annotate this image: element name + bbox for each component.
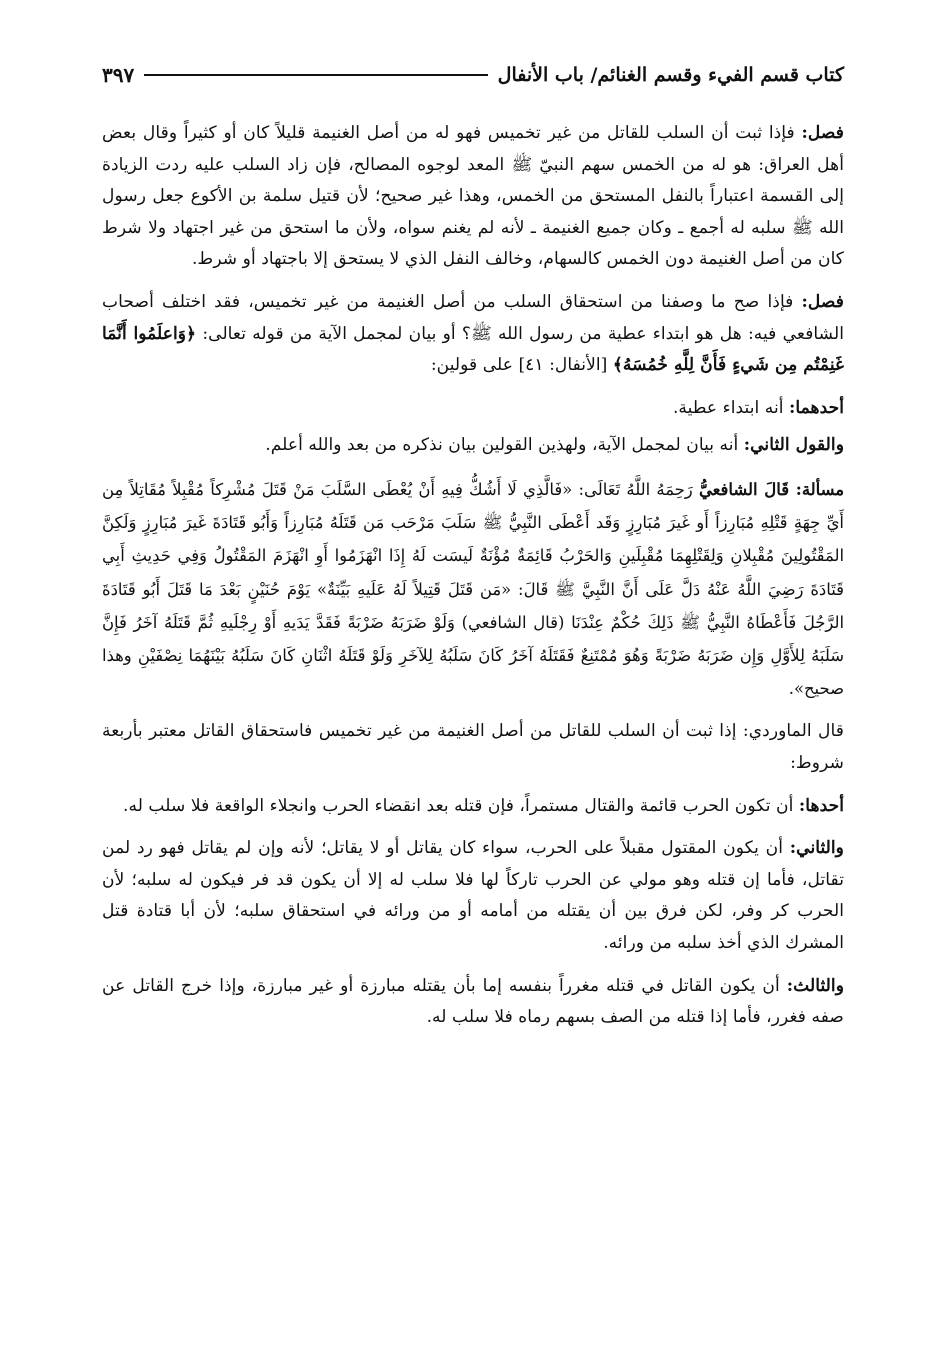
paragraph-condition-3 bbox=[102, 971, 844, 1034]
paragraph-first-opinion bbox=[102, 393, 844, 425]
page-body bbox=[102, 118, 844, 1034]
paragraph-text: رَحِمَهُ اللَّهُ تَعَالَى: «فَالَّذِي لَا أَشُكُّ فِيهِ أَنْ يُعْطَى السَّلَبَ مَنْ قَتَلَ مُشْرِكاً مُقْبِلاً مُقَاتِلاً مِن أَيِّ جِهَةٍ قَتْلِهِ مُبَارِزاً أَو غَيرَ مُبَارِزٍ وَقَد أَعْطَى النَّبِيُّ ﷺ سَلَبَ مَرْحَب مَن قَتَلَهُ مُبَارِزاً وَأَبُو قَتَادَةَ غَيرَ مُبَارِزٍ وَلَكِنَّ المَقْتُولِينَ مُقْبِلانِ وَلِقَتْلِهِمَا مُقْبِلَينِ وَالحَرْبُ قَائِمَةٌ مُؤْنَةٌ لَيسَت لَهُ إِذَا انْهَزَمُوا أَوِ انْهَزَمَ المَقْتُولُ وَفِي حَدِيثِ أَبِي قَتَادَةَ رَضِيَ اللَّهُ عَنْهُ دَلَّ عَلَى أَنَّ النَّبِيَّ ﷺ قَالَ: «مَن قَتَلَ قَتِيلاً لَهُ عَلَيهِ بَيِّنَةٌ» يَوْمَ حُنَيْنٍ بَعْدَ مَا قَتَلَ أَبُو قَتَادَةَ الرَّجُلَ فَأَعْطَاهُ النَّبِيُّ ﷺ ذَلِكَ حُكْمٌ عِنْدَنَا (قال الشافعي) وَلَوْ ضَرَبَهُ ضَرْبَةً فَقَدَّ يَدَيهِ أَوْ رِجْلَيهِ ثُمَّ قَتَلَهُ آخَرُ فَإِنَّ سَلَبَهُ لِلأَوَّلِ وَإِن ضَرَبَهُ ضَرْبَةً وَهُوَ مُمْتَنِعٌ فَقَتَلَهُ آخَرُ كَانَ سَلَبُهُ لِلآخَرِ وَلَوْ قَتَلَهُ اثْنَانِ كَانَ سَلَبُهُ بَيْنَهُمَا نِصْفَيْنِ وهذا صحيح». bbox=[102, 479, 844, 699]
paragraph-label: والقول الثاني: bbox=[743, 435, 844, 456]
paragraph-text: أن يكون القاتل في قتله مغرراً بنفسه إما بأن يقتله مبارزة أو غير مبارزة، وإذا خرج القاتل عن صفه فغرر، فأما إذا قتله من الصف بسهم رماه فلا سلب له. bbox=[102, 975, 844, 1028]
paragraph-fasl-1 bbox=[102, 118, 844, 276]
paragraph-text: أن يكون المقتول مقبلاً على الحرب، سواء كان يقاتل أو لا يقاتل؛ لأنه وإن لم يقاتل فهو رد لمن تقاتل، فأما إن قتله وهو مولي عن الحرب تاركاً لها فلا سلب له إلا أن يكون قد فر فيكون له سلبه؛ لأن الحرب كر وفر، لكن فرق بين أن يقتله من أمامه أو من ورائه في استحقاق سلبه؛ لأن أبا قتادة قتل المشرك الذي أخذ سلبه من ورائه. bbox=[102, 838, 844, 953]
book-page bbox=[102, 58, 844, 1045]
paragraph-masala bbox=[102, 473, 844, 705]
paragraph-text-end: [الأنفال: ٤١] على قولين: bbox=[430, 355, 613, 376]
quran-verse: ﴿وَاعلَمُوا أَنَّمَا غَنِمْتُم مِن شَيءٍ فَأَنَّ لِلَّهِ خُمُسَهُ﴾ bbox=[102, 323, 844, 376]
paragraph-condition-2 bbox=[102, 833, 844, 959]
paragraph-text: قال الماوردي: إذا ثبت أن السلب للقاتل من أصل الغنيمة من غير تخميس فاستحقاق القاتل معتبر بأربعة شروط: bbox=[102, 721, 844, 773]
paragraph-label: والثاني: bbox=[789, 838, 844, 859]
paragraph-label: مسألة: قَالَ الشافعيُّ bbox=[698, 479, 845, 499]
header-title: كتاب قسم الفيء وقسم الغنائم/ باب الأنفال bbox=[497, 64, 844, 86]
running-header bbox=[102, 58, 844, 92]
paragraph-second-opinion bbox=[102, 430, 844, 462]
paragraph-text: فإذا صح ما وصفنا من استحقاق السلب من أصل الغنيمة من غير تخميس، فقد اختلف أصحاب الشافعي فيه: هل هو ابتداء عطية من رسول الله ﷺ؟ أو بيان لمجمل الآية من قوله تعالى: bbox=[102, 291, 845, 344]
paragraph-label: والثالث: bbox=[786, 975, 844, 996]
paragraph-label: أحدها: bbox=[798, 795, 844, 816]
paragraph-text: فإذا ثبت أن السلب للقاتل من غير تخميس فهو له من أصل الغنيمة قليلاً كان أو كثيراً وقال بعض أهل العراق: هو له من الخمس سهم النبيّ ﷺ المعد لوجوه المصالح، فإن زاد السلب عليه ردت الزيادة إلى القسمة اعتباراً بالنفل المستحق من الخمس، وهذا غير صحيح؛ لأن قتيل سلمة بن الأكوع جعل رسول الله ﷺ سلبه له أجمع ـ وكان جميع الغنيمة ـ لأنه لم يغنم سواه، ولأن ما استحق من غير اجتهاد ولا شرط كان من أصل الغنيمة دون الخمس كالسهام، وخالف النفل الذي لا يستحق إلا باجتهاد أو شرط. bbox=[102, 123, 844, 270]
paragraph-text: أنه بيان لمجمل الآية، ولهذين القولين بيان نذكره من بعد والله أعلم. bbox=[265, 435, 744, 456]
paragraph-text: أنه ابتداء عطية. bbox=[672, 397, 789, 418]
paragraph-label: أحدهما: bbox=[788, 397, 844, 418]
header-rule bbox=[144, 74, 487, 76]
paragraph-mawardi bbox=[102, 716, 844, 779]
paragraph-fasl-2 bbox=[102, 287, 844, 382]
paragraph-text: أن تكون الحرب قائمة والقتال مستمراً، فإن قتله بعد انقضاء الحرب وانجلاء الواقعة فلا سلب له. bbox=[123, 795, 799, 816]
paragraph-label: فصل: bbox=[801, 291, 844, 312]
page-number: ٣٩٧ bbox=[102, 63, 135, 87]
paragraph-label: فصل: bbox=[801, 123, 844, 143]
paragraph-condition-1 bbox=[102, 791, 844, 823]
